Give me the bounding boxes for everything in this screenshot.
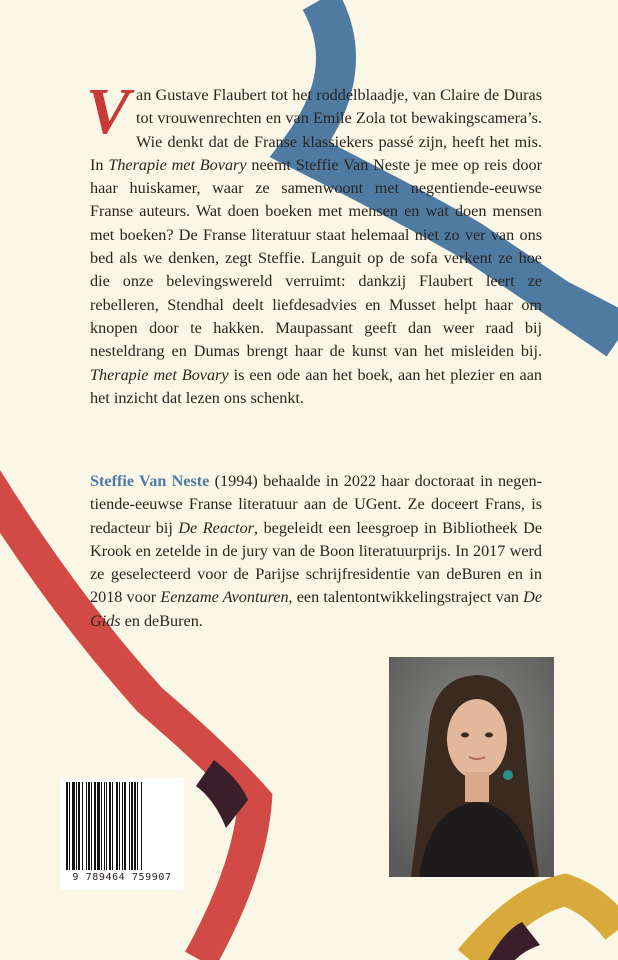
isbn-number: 9 789464 759907 [72, 872, 172, 883]
barcode-bar [122, 782, 123, 870]
blue-ribbon-lower [560, 300, 618, 330]
bio-paragraph [90, 470, 542, 633]
author-photo [389, 657, 554, 877]
barcode-bar [82, 782, 83, 870]
barcode-bar [76, 782, 77, 870]
yellow-ribbon [470, 890, 618, 960]
back-cover-blurb [86, 75, 542, 410]
barcode-bar [124, 782, 126, 870]
blurb-text: neemt Steffie Van Neste je mee op reis door haar huiskamer, waar ze samenwoont met negentiende-eeuwse Franse auteurs. Wat doen boeken met mensen en wat doen mensen met boeken? De Franse literatuur staat helemaal niet zo ver van ons bed als we denken, zegt Steffie. Languit op de sofa verkent ze hoe die onze belevingswereld verruimt: dankzij Flaubert leert ze rebelleren, Stendhal deelt liefdesadvies en Musset helpt haar om knopen door te hakken. Maupassant geeft dan weer raad bij nesteldrang en Dumas brengt haar de kunst van het misleiden bij. [90, 155, 542, 361]
author-portrait-icon [389, 657, 554, 877]
book-title-ref: Therapie met Bovary [90, 365, 229, 384]
barcode-bar [129, 782, 130, 870]
blurb-text: an Gustave Flaubert tot het roddelblaadje, van Claire de Duras tot vrouwenrechten en van Emile Zola tot bewakingscamera’s. Wie denkt dat de Franse klassiekers passé zijn, heeft het mis. In [90, 86, 542, 174]
author-name: Steffie Van Neste [90, 472, 210, 490]
barcode-bar [112, 782, 113, 870]
barcode [60, 778, 184, 890]
blurb-text: is een ode aan het boek, aan het plezier en aan het inzicht dat lezen ons schenkt. [90, 365, 542, 407]
barcode-bar [88, 782, 90, 870]
blurb-paragraph [86, 75, 542, 410]
program-ref: Eenzame Avonturen [160, 588, 289, 607]
barcode-bar [131, 782, 133, 870]
barcode-bar [86, 782, 87, 870]
author-bio [90, 470, 542, 633]
barcode-bar [104, 782, 105, 870]
barcode-bar [106, 782, 107, 870]
book-title-ref: Therapie met Bovary [108, 155, 247, 174]
barcode-bar [101, 782, 102, 870]
publication-ref: De Reactor [178, 518, 254, 537]
barcode-bar [134, 782, 136, 870]
barcode-bar [94, 782, 96, 870]
barcode-bar [137, 782, 138, 870]
publication-ref: De Gids [90, 588, 542, 630]
barcode-bar [109, 782, 111, 870]
barcode-bars [64, 782, 180, 870]
barcode-bar [69, 782, 70, 870]
barcode-bar [66, 782, 68, 870]
barcode-bar [72, 782, 75, 870]
barcode-bar [119, 782, 120, 870]
barcode-bar [78, 782, 80, 870]
bio-text: , een talentontwikkelingstraject van [288, 588, 524, 607]
barcode-bar [141, 782, 142, 870]
barcode-bar [91, 782, 92, 870]
bio-text: (1994) behaalde in 2022 haar doctoraat in negentiende-eeuwse Franse literatuur aan de UGent. Ze doceert Frans, is redacteur bij [90, 472, 542, 537]
barcode-bar [116, 782, 118, 870]
barcode-bar [97, 782, 100, 870]
bio-text: en deBuren. [120, 611, 203, 630]
bio-text: , begeleidt een leesgroep in Bibliotheek De Krook en zetelde in de jury van de Boon literatuurprijs. In 2017 werd ze geselecteerd voor de Parijse schrijfresidentie van deBuren en in 2018 voor [90, 518, 543, 607]
drop-cap: V [86, 75, 131, 148]
